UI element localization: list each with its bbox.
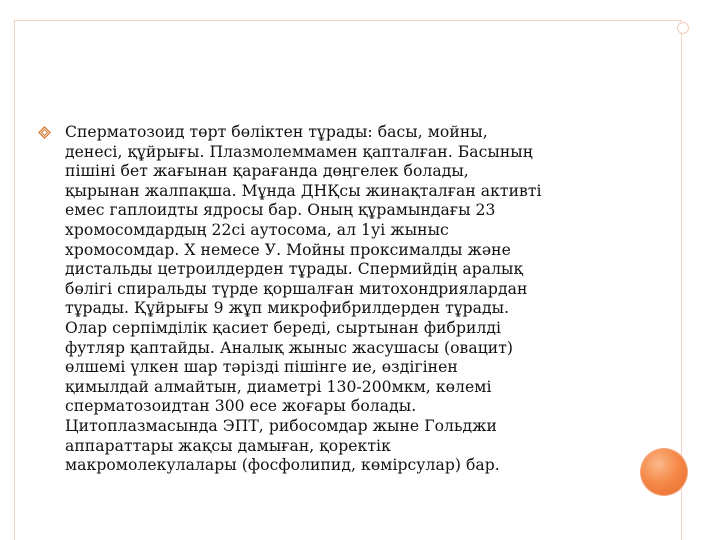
text-line: сперматозоидтан 300 есе жоғары болады. xyxy=(65,397,417,416)
text-line: емес гаплоидты ядросы бар. Оның құрамындағы 23 xyxy=(65,201,496,220)
text-line: дистальды цетроилдерден тұрады. Спермийдің аралық xyxy=(65,260,523,279)
outlined-diamond-bullet-icon xyxy=(38,126,51,139)
text-line: Олар серпімділік қасиет береді, сыртынан фибрилді xyxy=(65,318,502,337)
text-line: хромосомдар. Х немесе У. Мойны проксималды және xyxy=(65,240,511,259)
bullet-paragraph xyxy=(65,123,645,476)
frame-corner-dot xyxy=(677,22,689,34)
text-line: аппараттары жақсы дамыған, қоректік xyxy=(65,436,391,455)
text-line: Цитоплазмасында ЭПТ, рибосомдар жыне Гольджи xyxy=(65,416,497,435)
text-line: футляр қаптайды. Аналық жыныс жасушасы (овацит) xyxy=(65,338,514,357)
text-line: макромолекулалары (фосфолипид, көмірсулар) бар. xyxy=(65,456,500,475)
decorative-orange-circle xyxy=(641,449,687,495)
text-line: Сперматозоид төрт бөліктен тұрады: басы, мойны, xyxy=(65,123,488,141)
text-line: өлшемі үлкен шар тәрізді пішінге ие, өздігінен xyxy=(65,358,458,377)
text-line: тұрады. Құйрығы 9 жұп микрофибрилдерден тұрады. xyxy=(65,299,510,318)
text-line: бөлігі спиральды түрде қоршалған митохондриялардан xyxy=(65,279,528,298)
text-line: қырынан жалпақша. Мұнда ДНҚсы жинақталған активті xyxy=(65,181,542,200)
text-line: қимылдай алмайтын, диаметрі 130-200мкм, көлемі xyxy=(65,377,492,396)
text-line: денесі, құйрығы. Плазмолеммамен қапталған. Басының xyxy=(65,142,533,161)
text-line: хромосомдардың 22сі аутосома, ал 1уі жыныс xyxy=(65,220,449,239)
text-line: пішіні бет жағынан қарағанда дөңгелек болады, xyxy=(65,162,469,181)
